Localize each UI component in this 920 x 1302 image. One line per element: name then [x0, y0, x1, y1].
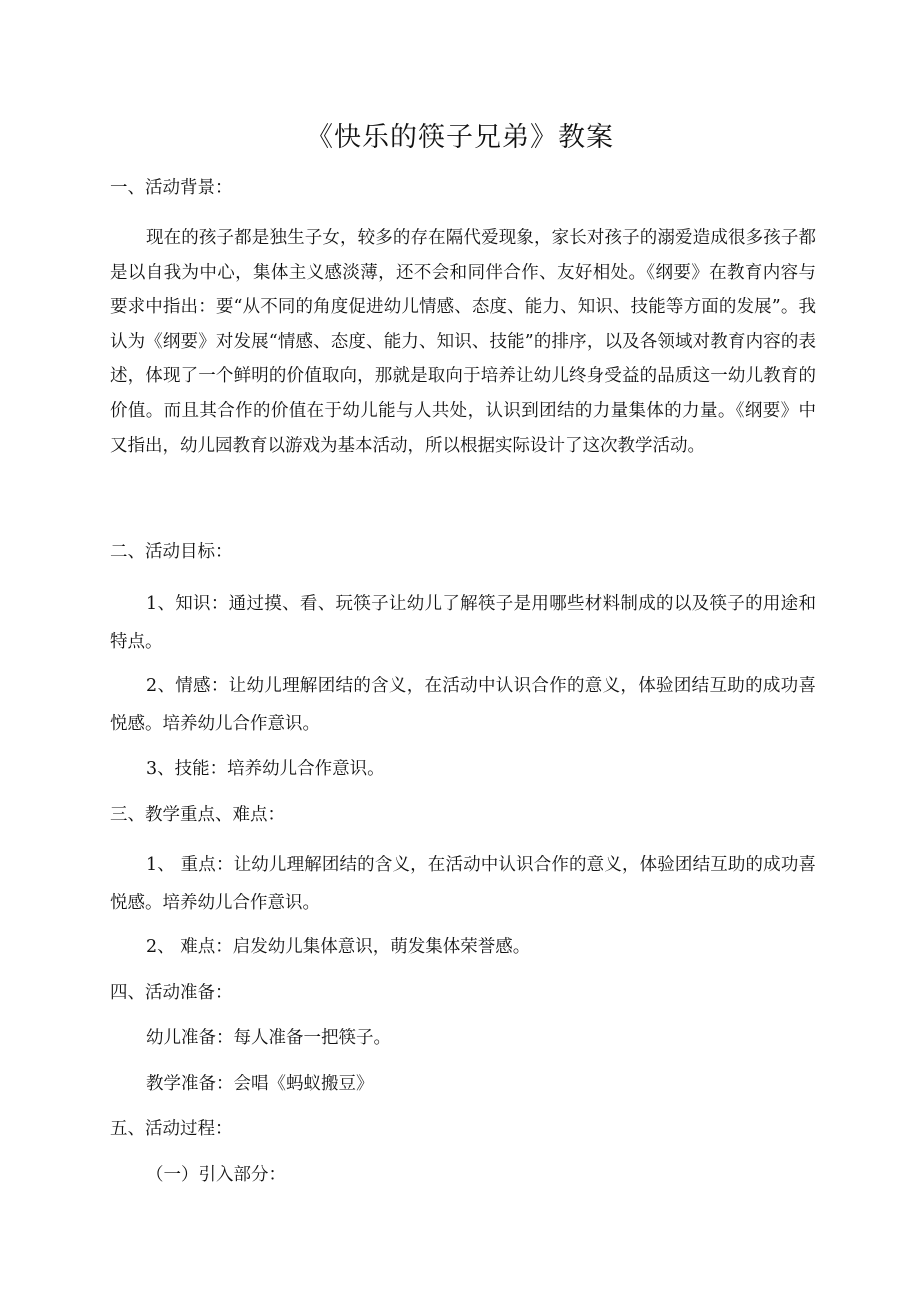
goal-item-knowledge: 1、知识：通过摸、看、玩筷子让幼儿了解筷子是用哪些材料制成的以及筷子的用途和特点。: [110, 594, 816, 652]
section-heading-process: 五、活动过程：: [110, 1119, 233, 1139]
section-heading-preparation: 四、活动准备：: [110, 983, 233, 1003]
document-title: 《快乐的筷子兄弟》教案: [306, 122, 614, 153]
process-subheading-intro: （一）引入部分：: [146, 1165, 286, 1185]
background-paragraph: 现在的孩子都是独生子女，较多的存在隔代爱现象，家长对孩子的溺爱造成很多孩子都是以自我为中心，集体主义感淡薄，还不会和同伴合作、友好相处。《纲要》在教育内容与要求中指出：要“从不同的角度促进幼儿情感、态度、能力、知识、技能等方面的发展”。我认为《纲要》对发展“情感、态度、能力、知识、技能”的排序，以及各领域对教育内容的表述，体现了一个鲜明的价值取向，那就是取向于培养让幼儿终身受益的品质这一幼儿教育的价值。而且其合作的价值在于幼儿能与人共处，认识到团结的力量集体的力量。《纲要》中又指出，幼儿园教育以游戏为基本活动，所以根据实际设计了这次教学活动。: [110, 228, 816, 456]
section-heading-key-points: 三、教学重点、难点：: [110, 805, 285, 825]
section-heading-background: 一、活动背景：: [110, 178, 233, 198]
difficulty-item: 2、 难点：启发幼儿集体意识，萌发集体荣誉感。: [146, 937, 531, 957]
preparation-item-children: 幼儿准备：每人准备一把筷子。: [146, 1028, 391, 1048]
goal-item-skill: 3、技能：培养幼儿合作意识。: [146, 759, 385, 779]
goal-item-emotion: 2、情感：让幼儿理解团结的含义，在活动中认识合作的意义，体验团结互助的成功喜悦感。培养幼儿合作意识。: [110, 676, 816, 734]
key-point-item: 1、 重点：让幼儿理解团结的含义，在活动中认识合作的意义，体验团结互助的成功喜悦感。培养幼儿合作意识。: [110, 855, 816, 913]
preparation-item-teaching: 教学准备：会唱《蚂蚁搬豆》: [146, 1074, 374, 1094]
section-heading-goals: 二、活动目标：: [110, 542, 233, 562]
